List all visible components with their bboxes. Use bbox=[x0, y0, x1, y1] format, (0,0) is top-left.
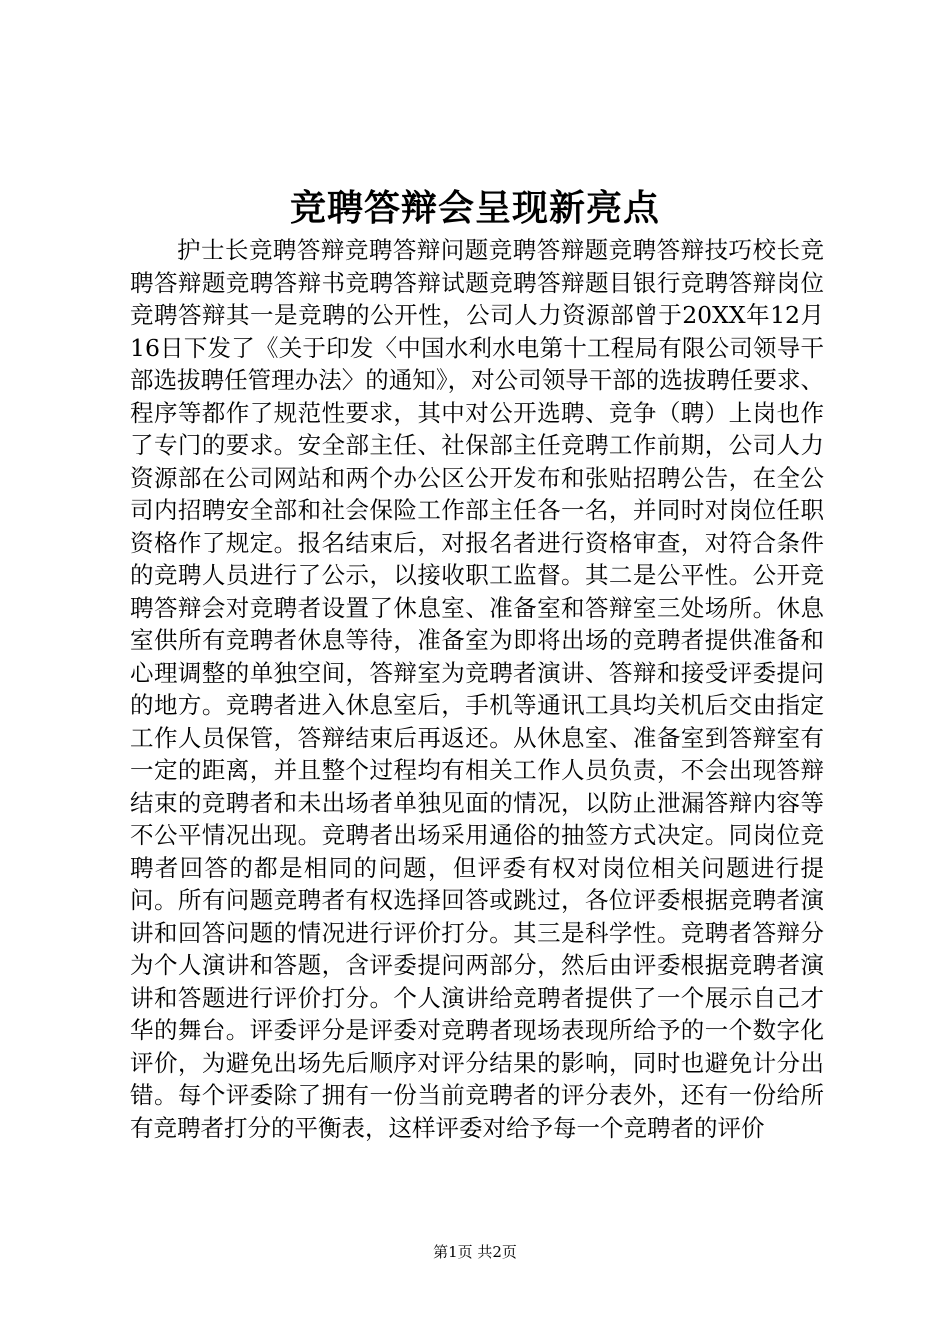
document-title: 竞聘答辩会呈现新亮点 bbox=[289, 187, 660, 229]
page-number-footer: 第1页 共2页 bbox=[433, 1243, 517, 1261]
document-body-paragraph: 护士长竞聘答辩竞聘答辩问题竞聘答辩题竞聘答辩技巧校长竞聘答辩题竞聘答辩书竞聘答辩试题竞聘答辩题目银行竞聘答辩岗位竞聘答辩其一是竞聘的公开性，公司人力资源部曾于20XX年12月16日下发了《关于印发〈中国水利水电第十工程局有限公司领导干部选拔聘任管理办法〉的通知》，对公司领导干部的选拔聘任要求、程序等都作了规范性要求，其中对公开选聘、竞争（聘）上岗也作了专门的要求。安全部主任、社保部主任竞聘工作前期，公司人力资源部在公司网站和两个办公区公开发布和张贴招聘公告，在全公司内招聘安全部和社会保险工作部主任各一名，并同时对岗位任职资格作了规定。报名结束后，对报名者进行资格审查，对符合条件的竞聘人员进行了公示，以接收职工监督。其二是公平性。公开竞聘答辩会对竞聘者设置了休息室、准备室和答辩室三处场所。休息室供所有竞聘者休息等待，准备室为即将出场的竞聘者提供准备和心理调整的单独空间，答辩室为竞聘者演讲、答辩和接受评委提问的地方。竞聘者进入休息室后，手机等通讯工具均关机后交由指定工作人员保管，答辩结束后再返还。从休息室、准备室到答辩室有一定的距离，并且整个过程均有相关工作人员负责，不会出现答辩结束的竞聘者和未出场者单独见面的情况，以防止泄漏答辩内容等不公平情况出现。竞聘者出场采用通俗的抽签方式决定。同岗位竞聘者回答的都是相同的问题，但评委有权对岗位相关问题进行提问。所有问题竞聘者有权选择回答或跳过，各位评委根据竞聘者演讲和回答问题的情况进行评价打分。其三是科学性。竞聘者答辩分为个人演讲和答题，含评委提问两部分，然后由评委根据竞聘者演讲和答题进行评价打分。个人演讲给竞聘者提供了一个展示自己才华的舞台。评委评分是评委对竞聘者现场表现所给予的一个数字化评价，为避免出场先后顺序对评分结果的影响，同时也避免计分出错。每个评委除了拥有一份当前竞聘者的评分表外，还有一份给所有竞聘者打分的平衡表，这样评委对给予每一个竞聘者的评价 bbox=[130, 236, 824, 1142]
